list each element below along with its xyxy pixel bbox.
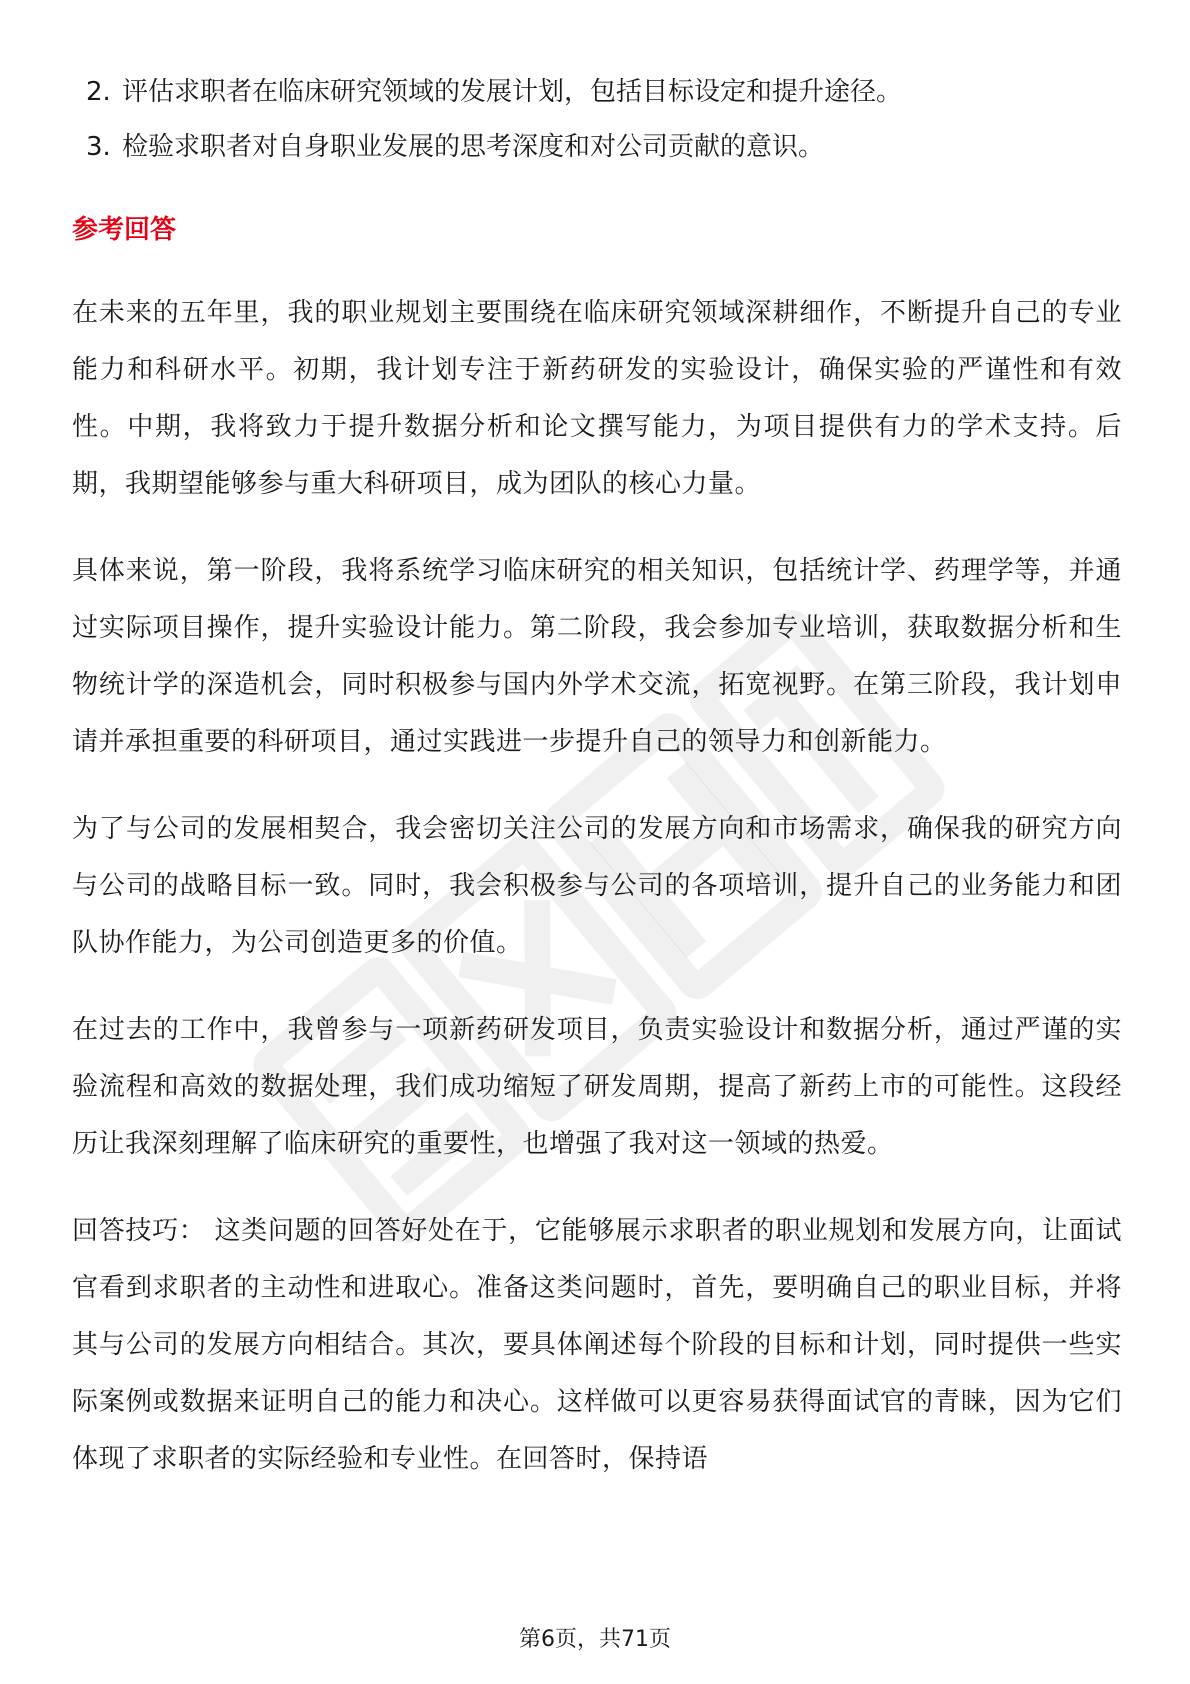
- paragraph: 回答技巧： 这类问题的回答好处在于，它能够展示求职者的职业规划和发展方向，让面试官看到求职者的主动性和进取心。准备这类问题时，首先，要明确自己的职业目标，并将其与公司的发展方向相结合。其次，要具体阐述每个阶段的目标和计划，同时提供一些实际案例或数据来证明自己的能力和决心。这样做可以更容易获得面试官的青睐，因为它们体现了求职者的实际经验和专业性。在回答时，保持语: [72, 1216, 1122, 1474]
- list-item-text: 检验求职者对自身职业发展的思考深度和对公司贡献的意识。: [122, 132, 825, 162]
- list-number: 3.: [86, 132, 111, 162]
- criteria-list: [72, 72, 1122, 182]
- list-number: 2.: [86, 77, 111, 107]
- list-item-text: 评估求职者在临床研究领域的发展计划，包括目标设定和提升途径。: [122, 77, 903, 107]
- list-item: [72, 127, 1122, 167]
- paragraph: 在过去的工作中，我曾参与一项新药研发项目，负责实验设计和数据分析，通过严谨的实验流程和高效的数据处理，我们成功缩短了研发周期，提高了新药上市的可能性。这段经历让我深刻理解了临床研究的重要性，也增强了我对这一领域的热爱。: [72, 1015, 1122, 1159]
- paragraph: 具体来说，第一阶段，我将系统学习临床研究的相关知识，包括统计学、药理学等，并通过实际项目操作，提升实验设计能力。第二阶段，我会参加专业培训，获取数据分析和生物统计学的深造机会，同时积极参与国内外学术交流，拓宽视野。在第三阶段，我计划申请并承担重要的科研项目，通过实践进一步提升自己的领导力和创新能力。: [72, 556, 1122, 757]
- paragraph: 在未来的五年里，我的职业规划主要围绕在临床研究领域深耕细作，不断提升自己的专业能力和科研水平。初期，我计划专注于新药研发的实验设计，确保实验的严谨性和有效性。中期，我将致力于提升数据分析和论文撰写能力，为项目提供有力的学术支持。后期，我期望能够参与重大科研项目，成为团队的核心力量。: [72, 298, 1122, 499]
- answer-body: [72, 285, 1122, 1518]
- list-item: [72, 72, 1122, 112]
- page-footer: 第6页，共71页: [519, 1627, 671, 1652]
- section-heading: 参考回答: [72, 215, 177, 245]
- paragraph: 为了与公司的发展相契合，我会密切关注公司的发展方向和市场需求，确保我的研究方向与公司的战略目标一致。同时，我会积极参与公司的各项培训，提升自己的业务能力和团队协作能力，为公司创造更多的价值。: [72, 814, 1122, 958]
